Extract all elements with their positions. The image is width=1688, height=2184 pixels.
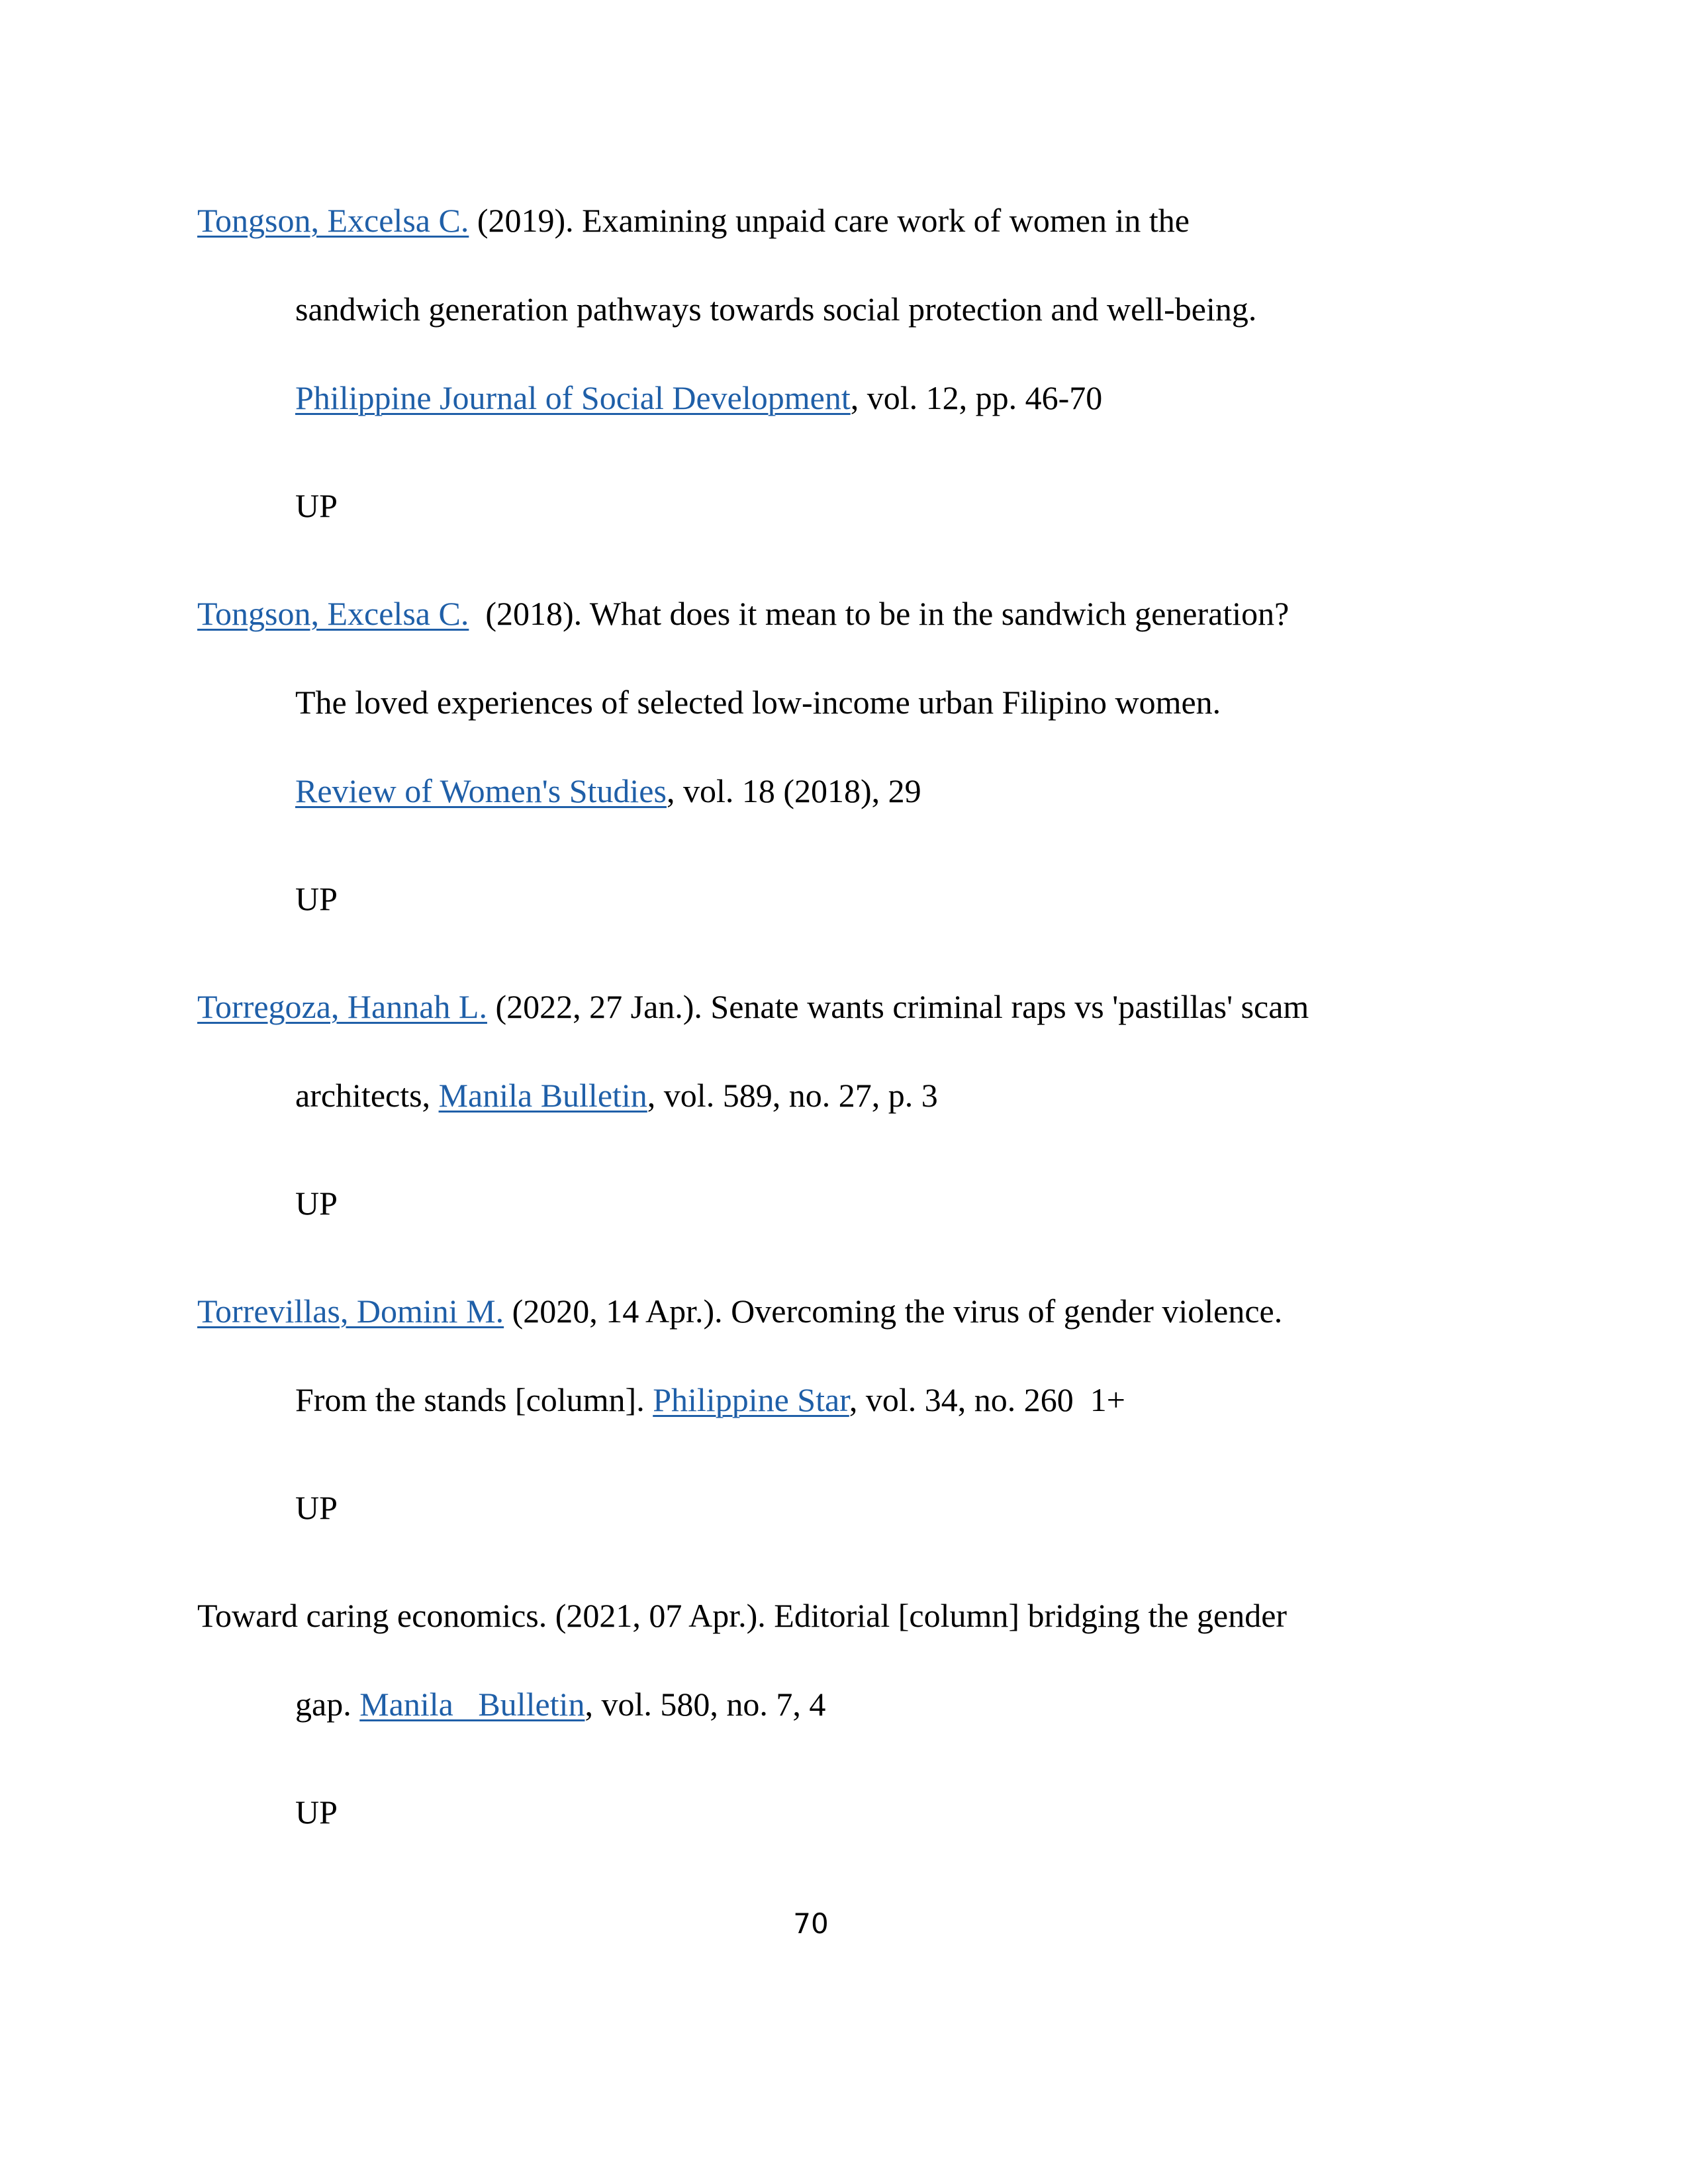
author-link[interactable]: Torregoza, Hannah L. [197,988,487,1025]
entry-source-line [295,1075,938,1115]
source-details: , vol. 580, no. 7, 4 [585,1686,826,1723]
entry-source-line [295,1684,825,1724]
entry-text: architects, [295,1077,439,1114]
source-details: , vol. 34, no. 260 1+ [849,1381,1125,1418]
author-link[interactable]: Tongson, Excelsa C. [197,202,469,239]
source-link[interactable]: Philippine Journal of Social Development [295,379,851,416]
source-details: , vol. 12, pp. 46-70 [850,379,1103,416]
page-number: 70 [793,1907,829,1940]
entry-first-line [197,1291,1282,1331]
source-link[interactable]: Manila Bulletin [438,1077,647,1114]
entry-first-line [197,201,1190,240]
source-link[interactable]: Review of Women's Studies [295,772,667,809]
holding-library: UP [295,1489,338,1526]
entry-source-line [295,1380,1125,1420]
entry-source-line [295,378,1102,418]
entry-first-line [197,594,1289,633]
holding-library: UP [295,1794,338,1831]
entry-text: (2022, 27 Jan.). Senate wants criminal raps vs 'pastillas' scam [487,988,1309,1025]
source-link[interactable]: Manila Bulletin [359,1686,585,1723]
entry-source-line [295,771,921,811]
entry-text: (2020, 14 Apr.). Overcoming the virus of gender violence. [504,1293,1283,1330]
entry-first-line: Toward caring economics. (2021, 07 Apr.). Editorial [column] bridging the gender [197,1597,1288,1634]
author-link[interactable]: Torrevillas, Domini M. [197,1293,504,1330]
holding-library: UP [295,487,338,524]
entry-text: (2019). Examining unpaid care work of women in the [469,202,1190,239]
source-details: , vol. 589, no. 27, p. 3 [647,1077,938,1114]
entry-continuation-line: The loved experiences of selected low-income urban Filipino women. [295,684,1221,721]
author-link[interactable]: Tongson, Excelsa C. [197,595,469,632]
holding-library: UP [295,880,338,917]
entry-text: From the stands [column]. [295,1381,653,1418]
entry-continuation-line: sandwich generation pathways towards social protection and well-being. [295,291,1257,328]
source-link[interactable]: Philippine Star [653,1381,849,1418]
entry-text: gap. [295,1686,360,1723]
source-details: , vol. 18 (2018), 29 [666,772,921,809]
entry-first-line [197,987,1309,1026]
holding-library: UP [295,1185,338,1222]
entry-text: (2018). What does it mean to be in the sandwich generation? [469,595,1289,632]
